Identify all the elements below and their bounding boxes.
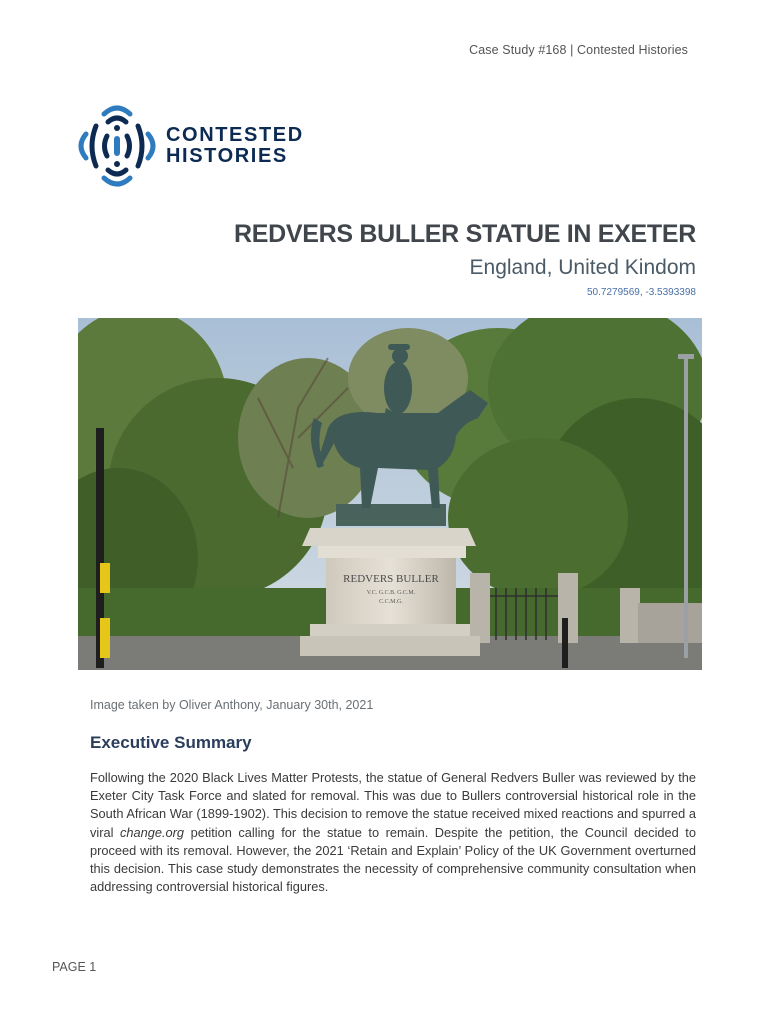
location-subtitle: England, United Kindom xyxy=(469,256,696,279)
contested-histories-logo xyxy=(74,100,314,192)
summary-link: change.org xyxy=(120,824,185,840)
header-text: Case Study #168 | Contested Histories xyxy=(469,43,688,57)
page-title: REDVERS BULLER STATUE IN EXETER xyxy=(233,220,696,248)
plinth-inscription-1: REDVERS BULLER xyxy=(343,573,439,585)
photo-caption: Image taken by Oliver Anthony, January 30th, 2021 xyxy=(90,698,374,712)
statue-photo-illustration xyxy=(78,318,702,670)
summary-part-1: Following the 2020 Black Lives Matter Protests, the statue of General Redvers Buller was reviewed by the Exeter City Task Force and slated for removal. This was due to Bullers controversial historical role in the South African War (1899-1902). This decision to remove the statue received mixed reactions and spurred a viral xyxy=(90,770,696,840)
coordinates-link[interactable]: 50.7279569, -3.5393398 xyxy=(587,287,696,298)
executive-summary-heading: Executive Summary xyxy=(90,733,252,752)
plinth-inscription-2: V.C. G.C.B. G.C.M. xyxy=(366,590,416,596)
logo-wordmark xyxy=(166,125,304,167)
summary-part-2: petition calling for the statue to remain. Despite the petition, the Council decided to proceed with its removal. However, the 2021 ‘Retain and Explain’ Policy of the UK Government overturned this decision. This case study demonstrates the necessity of comprehensive community consultation when addressing controversial historical figures. xyxy=(90,824,696,895)
logo-mark-icon xyxy=(74,100,160,192)
executive-summary-text xyxy=(90,769,696,896)
statue-photo xyxy=(78,318,702,670)
plinth-inscription-3: C.C.M.G. xyxy=(379,599,403,605)
logo-line-2: HISTORIES xyxy=(166,145,288,167)
logo-line-1: CONTESTED xyxy=(166,124,304,146)
page-number: PAGE 1 xyxy=(52,960,97,974)
